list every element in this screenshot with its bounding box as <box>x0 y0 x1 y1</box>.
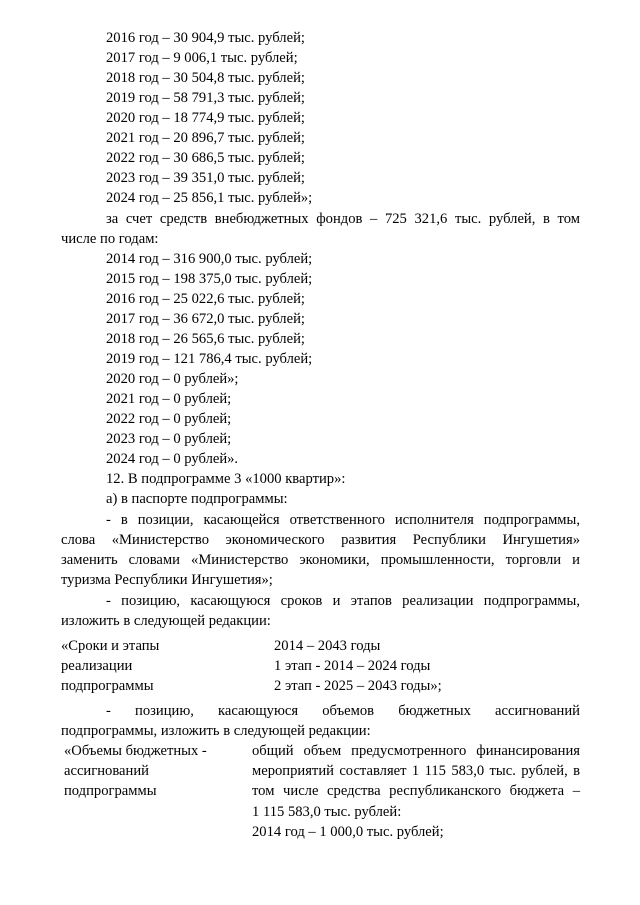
list-a-item: 2019 год – 58 791,3 тыс. рублей; <box>106 90 305 106</box>
terms-table-label: «Сроки и этапы <box>61 638 160 654</box>
list-b-item: 2023 год – 0 рублей; <box>106 431 232 447</box>
section-12-heading: 12. В подпрограмме 3 «1000 квартир»: <box>106 471 346 487</box>
terms-paragraph-line: изложить в следующей редакции: <box>61 613 271 629</box>
volume-table-value <box>252 741 580 842</box>
responsible-paragraph-line: - в позиции, касающейся ответственного исполнителя подпрограммы, <box>106 512 580 528</box>
terms-table-label: реализации <box>61 658 133 674</box>
list-a-item: 2017 год – 9 006,1 тыс. рублей; <box>106 50 298 66</box>
list-a-item: 2016 год – 30 904,9 тыс. рублей; <box>106 30 305 46</box>
list-b-item: 2022 год – 0 рублей; <box>106 411 232 427</box>
volume-paragraph-line: - позицию, касающуюся объемов бюджетных ассигнований <box>106 703 580 719</box>
extrabudget-paragraph-line: числе по годам: <box>61 231 159 247</box>
terms-table-value: 1 этап - 2014 – 2024 годы <box>274 658 431 674</box>
volume-table-label: «Объемы бюджетных - <box>64 743 207 759</box>
list-a-item: 2023 год – 39 351,0 тыс. рублей; <box>106 170 305 186</box>
volume-table-label: ассигнований <box>64 763 149 779</box>
volume-paragraph-line: подпрограммы, изложить в следующей редакции: <box>61 723 371 739</box>
list-a-item: 2022 год – 30 686,5 тыс. рублей; <box>106 150 305 166</box>
volume-value-line: общий объем предусмотренного финансирования <box>252 743 580 759</box>
volume-value-line: 2014 год – 1 000,0 тыс. рублей; <box>252 823 444 840</box>
subsection-a-heading: а) в паспорте подпрограммы: <box>106 491 288 507</box>
volume-value-line: том числе средства республиканского бюджета – <box>252 783 580 800</box>
list-b-item: 2021 год – 0 рублей; <box>106 391 232 407</box>
volume-table-label: подпрограммы <box>64 783 157 799</box>
responsible-paragraph-line: слова «Министерство экономического развития Республики Ингушетия» <box>61 532 580 548</box>
list-a-item: 2024 год – 25 856,1 тыс. рублей»; <box>106 190 313 206</box>
responsible-paragraph-line: заменить словами «Министерство экономики, промышленности, торговли и <box>61 552 580 568</box>
volume-value-line: мероприятий составляет 1 115 583,0 тыс. рублей, в <box>252 763 580 780</box>
terms-table-value: 2014 – 2043 годы <box>274 638 381 654</box>
list-b-item: 2024 год – 0 рублей». <box>106 451 239 467</box>
list-b-item: 2019 год – 121 786,4 тыс. рублей; <box>106 351 313 367</box>
list-b-item: 2018 год – 26 565,6 тыс. рублей; <box>106 331 305 347</box>
list-b-item: 2015 год – 198 375,0 тыс. рублей; <box>106 271 313 287</box>
list-b-item: 2020 год – 0 рублей»; <box>106 371 239 387</box>
volume-value-line: 1 115 583,0 тыс. рублей: <box>252 803 402 820</box>
list-a-item: 2018 год – 30 504,8 тыс. рублей; <box>106 70 305 86</box>
list-a-item: 2021 год – 20 896,7 тыс. рублей; <box>106 130 305 146</box>
list-b-item: 2014 год – 316 900,0 тыс. рублей; <box>106 251 313 267</box>
terms-table-label: подпрограммы <box>61 678 154 694</box>
list-b-item: 2017 год – 36 672,0 тыс. рублей; <box>106 311 305 327</box>
extrabudget-paragraph-line: за счет средств внебюджетных фондов – 725 321,6 тыс. рублей, в том <box>106 211 580 227</box>
terms-table-value: 2 этап - 2025 – 2043 годы»; <box>274 678 442 694</box>
responsible-paragraph-line: туризма Республики Ингушетия»; <box>61 572 273 588</box>
terms-paragraph-line: - позицию, касающуюся сроков и этапов реализации подпрограммы, <box>106 593 580 609</box>
list-a-item: 2020 год – 18 774,9 тыс. рублей; <box>106 110 305 126</box>
list-b-item: 2016 год – 25 022,6 тыс. рублей; <box>106 291 305 307</box>
